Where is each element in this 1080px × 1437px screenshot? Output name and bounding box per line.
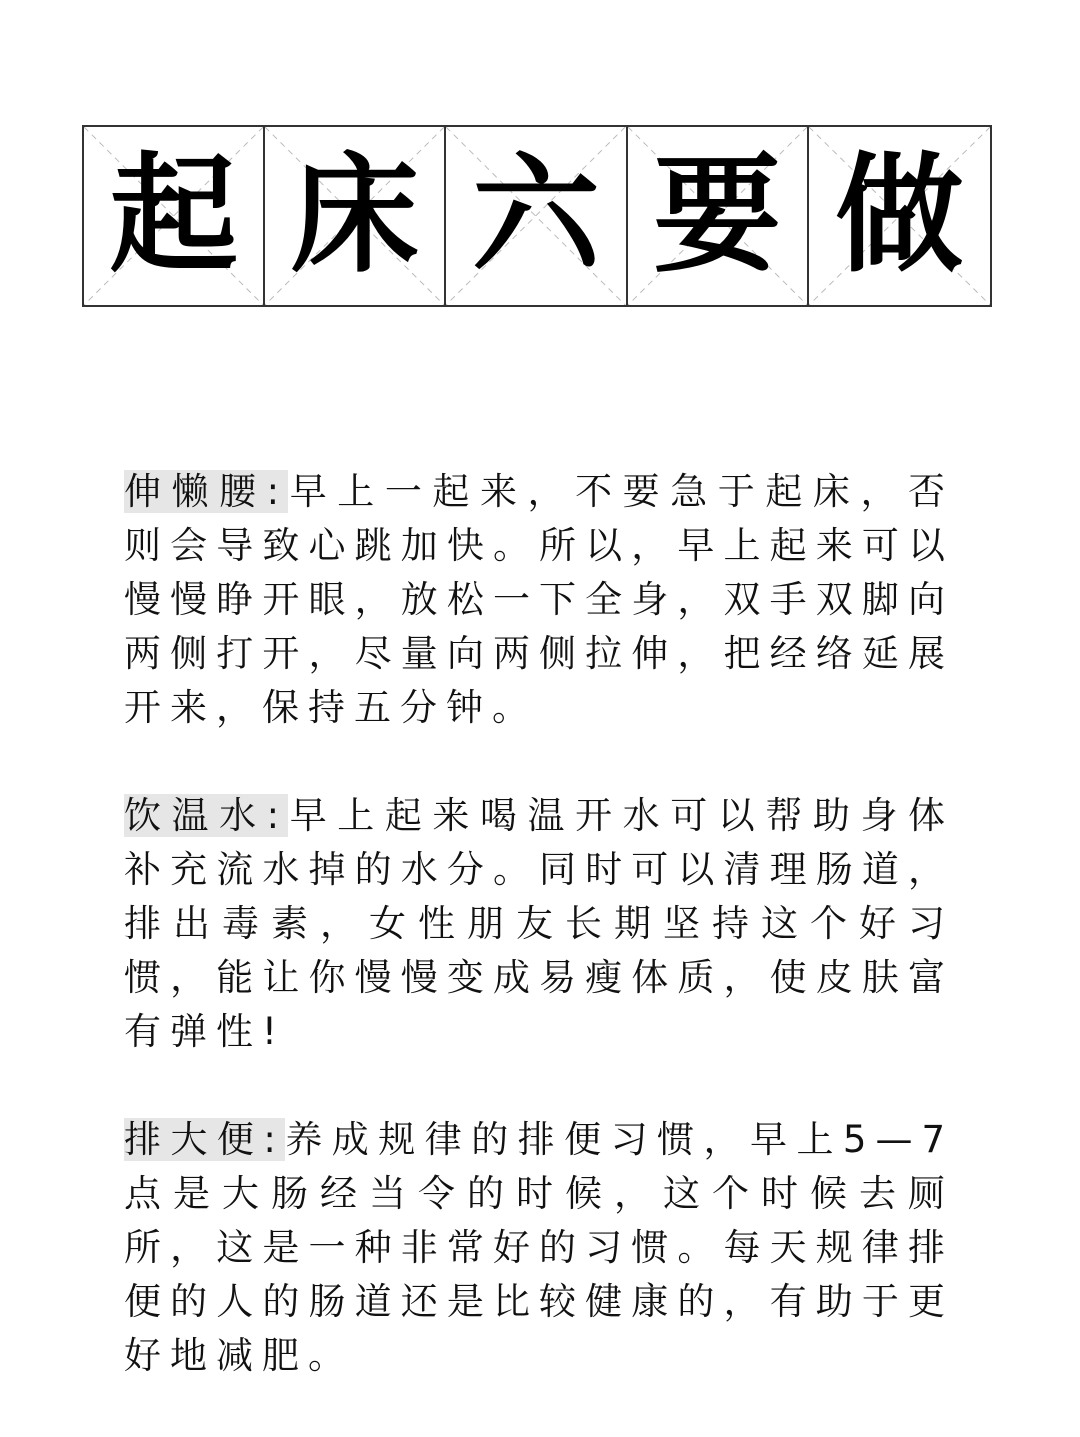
section-label: 伸懒腰:: [124, 470, 289, 513]
title-grid: [82, 125, 992, 307]
section-text: 早上一起来，不要急于起床，否则会导致心跳加快。所以，早上起来可以慢慢睁开眼，放松一下全身，双手双脚向两侧打开，尽量向两侧拉伸，把经络延展开来，保持五分钟。: [124, 470, 955, 729]
title-cell: [265, 127, 446, 305]
article-body: [124, 428, 954, 1437]
section-warm-water: [124, 789, 954, 1059]
title-char: 床: [290, 141, 419, 290]
section-bowel: [124, 1113, 954, 1383]
title-cell: [628, 127, 809, 305]
title-char: 要: [653, 141, 782, 290]
title-cell: [446, 127, 627, 305]
title-cell: [809, 127, 990, 305]
section-stretch: [124, 465, 954, 735]
title-char: 做: [835, 141, 964, 290]
title-char: 六: [472, 141, 601, 290]
section-label: 排大便:: [124, 1118, 285, 1161]
section-text: 早上起来喝温开水可以帮助身体补充流水掉的水分。同时可以清理肠道，排出毒素，女性朋友长期坚持这个好习惯，能让你慢慢变成易瘦体质，使皮肤富有弹性!: [124, 794, 955, 1053]
section-label: 饮温水:: [124, 794, 289, 837]
section-text: 养成规律的排便习惯，早上5—7点是大肠经当令的时候，这个时候去厕所，这是一种非常好的习惯。每天规律排便的人的肠道还是比较健康的，有助于更好地减肥。: [124, 1118, 954, 1377]
title-cell: [84, 127, 265, 305]
title-char: 起: [109, 141, 238, 290]
